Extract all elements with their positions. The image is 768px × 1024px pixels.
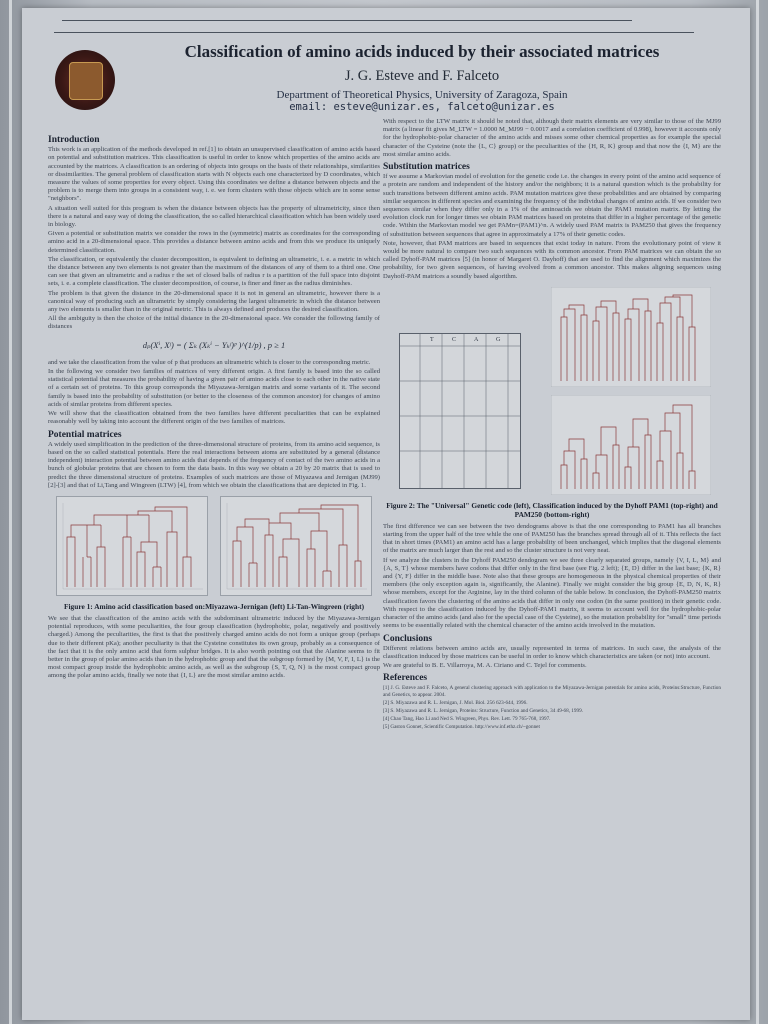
figure-2 xyxy=(383,285,721,497)
frame-edge-left xyxy=(9,0,12,1024)
substitution-paragraph-3: The first difference we can see between the two dendograms above is that the one corresponding to PAM1 has all branches starting from the upper half of the tree while the one of PAM250 has the branches spread through all of it. This reflects the fact that in short times (PAM1) an amino acid has a large probability of been unchanged, which implies that the diagonal elements of the matrix are much larger than the rest and so the cluster structure is not very neat. xyxy=(383,522,721,555)
figure-1-caption: Figure 1: Amino acid classification based on:Miyazawa-Jernigan (left) Li-Tan-Wingreen (right) xyxy=(63,601,365,611)
acknowledgements: We are grateful to B. E. Villarroya, M. A. Ciriano and C. Tejel for comments. xyxy=(383,662,587,670)
contact-email: email: esteve@unizar.es, falceto@unizar.es xyxy=(289,101,555,113)
substitution-paragraph-1: If we assume a Markovian model of evolution for the genetic code i.e. the changes in every point of the amino acid sequence of a protein are random and independent of the history and/or the neighbors; it is a natural question which is the probability for such transitions between different amino acids. PAM mutation matrices give these probabilities and are obtained by comparing similar sequences in different species and examining the frequency of the individual changes of amino acids. If we consider two sequences similar when they differ only in a 1% of the aminoacids we obtain the PAM1 mutation matrix. By letting the evolution clock run for longer times we obtain PAM matrices based on proteins that differ in a higher percentage of the genetic code. Within the Markovian model we get PAMn=(PAM1)^n. A widely used PAM matrix is PAM250 that gives the frequency of substitution between sequences that agree in approximately a 17% of their genetic codes. xyxy=(383,173,721,238)
potential-matrices-heading: Potential matrices xyxy=(48,429,122,440)
substitution-paragraph-2: Note, however, that PAM matrices are based in sequences that exist today in nature. From the evolutionary point of view it would be more natural to compare two such sequences with its common ancestor. From PAM matrices we can obtain the so called Dyhoff-PAM matrices [5] (in honor of Margaret O. Dayhoff) that are used to find the alignment which maximizes the probability, for two given sequences, of having evolved from a common ancestor. This makes aligning sequences using Dayhoff-PAM matrices a soundly based algorithm. xyxy=(383,239,721,280)
intro-paragraph-1: This work is an application of the methods developed in ref.[1] to obtain an unsupervised classification of amino acids based on potential and substitution matrices. This classification is useful in order to know which properties of the amino acids are accounted by the matrices. A classification is an ordering of objects into groups on the basis of their relationships, similarities or dissimilarities. The general problem of classification starts with N objects each one characterized by D coordinates, which measure the values of some properties for every object. Using this coordinates we define a distance between objects and the problem is to merge them into groups in a consistent way, i. e. we form clusters with those objects which are in some sense "neighbors". xyxy=(48,146,380,203)
dendrogram-mj xyxy=(56,496,208,596)
code-header-g: G xyxy=(496,336,501,343)
conclusions-heading: Conclusions xyxy=(383,633,433,644)
reference-item: [5] Gaston Gonnet, Scientific Computation. http://www.inf.ethz.ch/~gonnet xyxy=(383,723,540,730)
reference-item: [1] J. G. Esteve and F. Falceto, A general clustering approach with application to the Miyazawa-Jernigan potentials for amino acids, Proteins:Structure, Function and Genetics, to appear. 2004. xyxy=(383,684,721,698)
top-rule xyxy=(62,20,632,21)
intro-paragraph-8: In the following we consider two families of matrices of very different origin. A first family is based into the so called statistical potential that measures the probability of having a given pair of amino acids close to each other in the native state of a certain set of proteins. To this group corresponds the Miyazawa-Jernigan matrix and some variants of it. The second family is based into the probability of substitution (or better to the closeness of the common ancestor) for changes of amino acids of similar proteins from different species. xyxy=(48,368,380,408)
right-column xyxy=(383,118,721,732)
title-rule xyxy=(54,32,694,33)
seal-shield-icon xyxy=(69,62,103,100)
references-list xyxy=(383,685,721,731)
intro-paragraph-4: The classification, or equivalently the cluster decomposition, is equivalent to defining an ultrametric, i. e. a metric in which the distance between any two elements is not greater than the maximum of the distances of any of them to a third one. One can see that given an ultrametric and a radius r the set of closed balls of radius r is a partition of the full space into disjoint sets, i. e. a complete classification. The cluster decomposition, of course, is finer and finer as the radius diminishes. xyxy=(48,255,380,288)
introduction-heading: Introduction xyxy=(48,135,100,145)
genetic-code-grid xyxy=(400,334,520,488)
intro-paragraph-2: A situation well suited for this program is when the distance between objects has the property of ultrametricity, since then there is a natural and easy way of doing the classification, the so called hierarchical classification which has been widely used in biology. xyxy=(48,204,380,229)
poster-authors: J. G. Esteve and F. Falceto xyxy=(344,68,500,84)
code-header-c: C xyxy=(452,336,457,343)
ltw-paragraph: With respect to the LTW matrix it should be noted that, although their matrix elements are very similar to those of the MJ99 matrix (a linear fit gives M_LTW = 1.0000 M_MJ99 − 0.0017 and a correlation coefficient of 0.998), however it accounts only for the hydrophobic-polar character of the amino acids and misses some other chemical properties as for example the special character of the Cysteine (note the {L, C} group) or the peculiarities of the {H, R, K} group and that now the {I, M} are the most similar amino acids. xyxy=(383,118,721,158)
left-column xyxy=(48,132,380,682)
intro-paragraph-3: Given a potential or substitution matrix we consider the rows in the (symmetric) matrix as coordinates for the corresponding amino acid in a 20-dimensional space. This provides a distance between amino acids and from this we produce its uniquely determined classification. xyxy=(48,230,380,254)
reference-item: [2] S. Miyazawa and R. L. Jernigan, J. Mol. Biol. 256 623-644, 1996. xyxy=(383,699,528,706)
intro-paragraph-7: and we take the classification from the value of p that produces an ultrametric which is closer to the corresponding metric. xyxy=(48,358,371,366)
code-header-t: T xyxy=(430,336,434,343)
frame-edge-right xyxy=(756,0,759,1024)
reference-item: [3] S. Miyazawa and R. L. Jernigan, Proteins: Structure, Function and Genetics, 34 49-68, 1999. xyxy=(383,707,583,714)
department: Department of Theoretical Physics, University of Zaragoza, Spain xyxy=(276,89,568,101)
intro-paragraph-5: The problem is that given the distance in the 20-dimensional space it is not in general an ultrametric, however there is a canonical way of producing such an ultrametric by simply considering the largest ultrametric in which the distance between any two elements is smaller than in the original metric. This is always defined and produces the desired classification. xyxy=(48,289,380,314)
potential-paragraph-1: A widely used simplification in the prediction of the three-dimensional structure of proteins, from its amino acid sequence, is based on the so called statistical potentials. Here the real interactions between atoms are substituted by a general (distance independent) interaction potential between amino acids that depends of the frequency of contact of the two amino acids in a bunch of globular proteins that are chosen to form the data basis. In this way we obtain a 20 by 20 matrix that is used to predict the three dimensional structure of proteins. Examples of such matrices are those of Miyazawa and Jernigan (MJ99) [2]-[3] and that of Li,Tang and Wingreen (LTW) [4], from which we obtain the classifications that are depicted in Fig. 1. xyxy=(48,440,380,489)
potential-paragraph-2: We see that the classification of the amino acids with the subdominant ultrametric induced by the Miyazawa-Jernigan potential reproduces, with some peculiarities, the four group classification (hydrophobic, polar, negatively and positively charged.) Among the peculiarities, the first is that the positively charged amino acids do not form a unique group (perhaps due to their different pKa); another peculiarity is that the Cysteine constitutes its own group, probably as a consequence of the fact that it is the only amino acid that form sulphur bridges. It is also worth pointing out that the Alanine seems to fit better in the group of polar amino acids than in the hydrophobic group and that the subgroup formed by {M, V, F, I, L} is the most compact group inside the hydrophobic amino acids, as well as the subgroup {S, T, Q, N} is the most compact group among the polar amino acids, finally we note that {I, L} are the most similar amino acids. xyxy=(48,614,380,680)
intro-paragraph-9: We will show that the classification obtained from the two families have different peculiarities that can be explained reasonably well by taking into account the different origin of the two families of matrices. xyxy=(48,410,380,426)
poster-title: Classification of amino acids induced by their associated matrices xyxy=(184,42,660,61)
figure-2-caption: Figure 2: The "Universal" Genetic code (left), Classification induced by the Dyhoff PAM1 (top-right) and PAM250 (bottom-right) xyxy=(386,500,718,519)
figure-1 xyxy=(48,496,380,598)
substitution-matrices-heading: Substitution matrices xyxy=(383,162,470,173)
substitution-paragraph-4: If we analyze the clusters in the Dyhoff PAM250 dendogram we see three clearly separated groups, namely {V, I, L, M} and {A, S, T} whose members have codons that differ only in the first base (see Fig. 2 left); {E, D} differ in the last base; {K, R} and {Y, F} differ in the middle base. Note also that these groups are homogeneous in the physical chemical properties of their members (the only exception again is, significantly, the Alanine). Finally we might consider the big group {E, D, N, K, R} whose members, except for the Arginine, lay in the third column of the table below. In conclusion, the Dyhoff-PAM250 matrix classification favors the clustering of the amino acids that differ in only one codon (in the same position) in their genetic code. With respect to the classification induced by the Dyhoff-PAM1 matrix, it seems to account well for the hydrophobic-polar character of the amino acids (and also for the special case of the Cysteine), so the mutation probability for "small" time periods seems to be essentially related with the chemical character of the amino acids involved in the mutation. xyxy=(383,556,721,630)
intro-paragraph-6: All the ambiguity is then the choice of the initial distance in the 20-dimensional space. We consider the following family of distances xyxy=(48,315,380,331)
distance-formula: dₚ(Xⁱ, Xʲ) = ( Σₖ (Xₖⁱ − Yₖʲ)ᵖ )^(1/p) , p ≥ 1 xyxy=(142,339,286,350)
genetic-code-table xyxy=(399,333,521,489)
dendrogram-pam250 xyxy=(551,395,711,495)
dendrogram-pam1 xyxy=(551,287,711,387)
university-seal-icon xyxy=(55,50,115,110)
conclusions-paragraph-1: Different relations between amino acids are, usually represented in terms of matrices. In such case, the analysis of the classification induced by those matrices can be useful in order to know which characteristics are taken (or not) into account. xyxy=(383,644,721,660)
code-header-a: A xyxy=(474,336,479,343)
dendrogram-ltw xyxy=(220,496,372,596)
reference-item: [4] Chao Tang, Hao Li and Ned S. Wingreen, Phys. Rev. Lett. 79 765-768, 1997. xyxy=(383,715,551,722)
references-heading: References xyxy=(383,673,428,684)
